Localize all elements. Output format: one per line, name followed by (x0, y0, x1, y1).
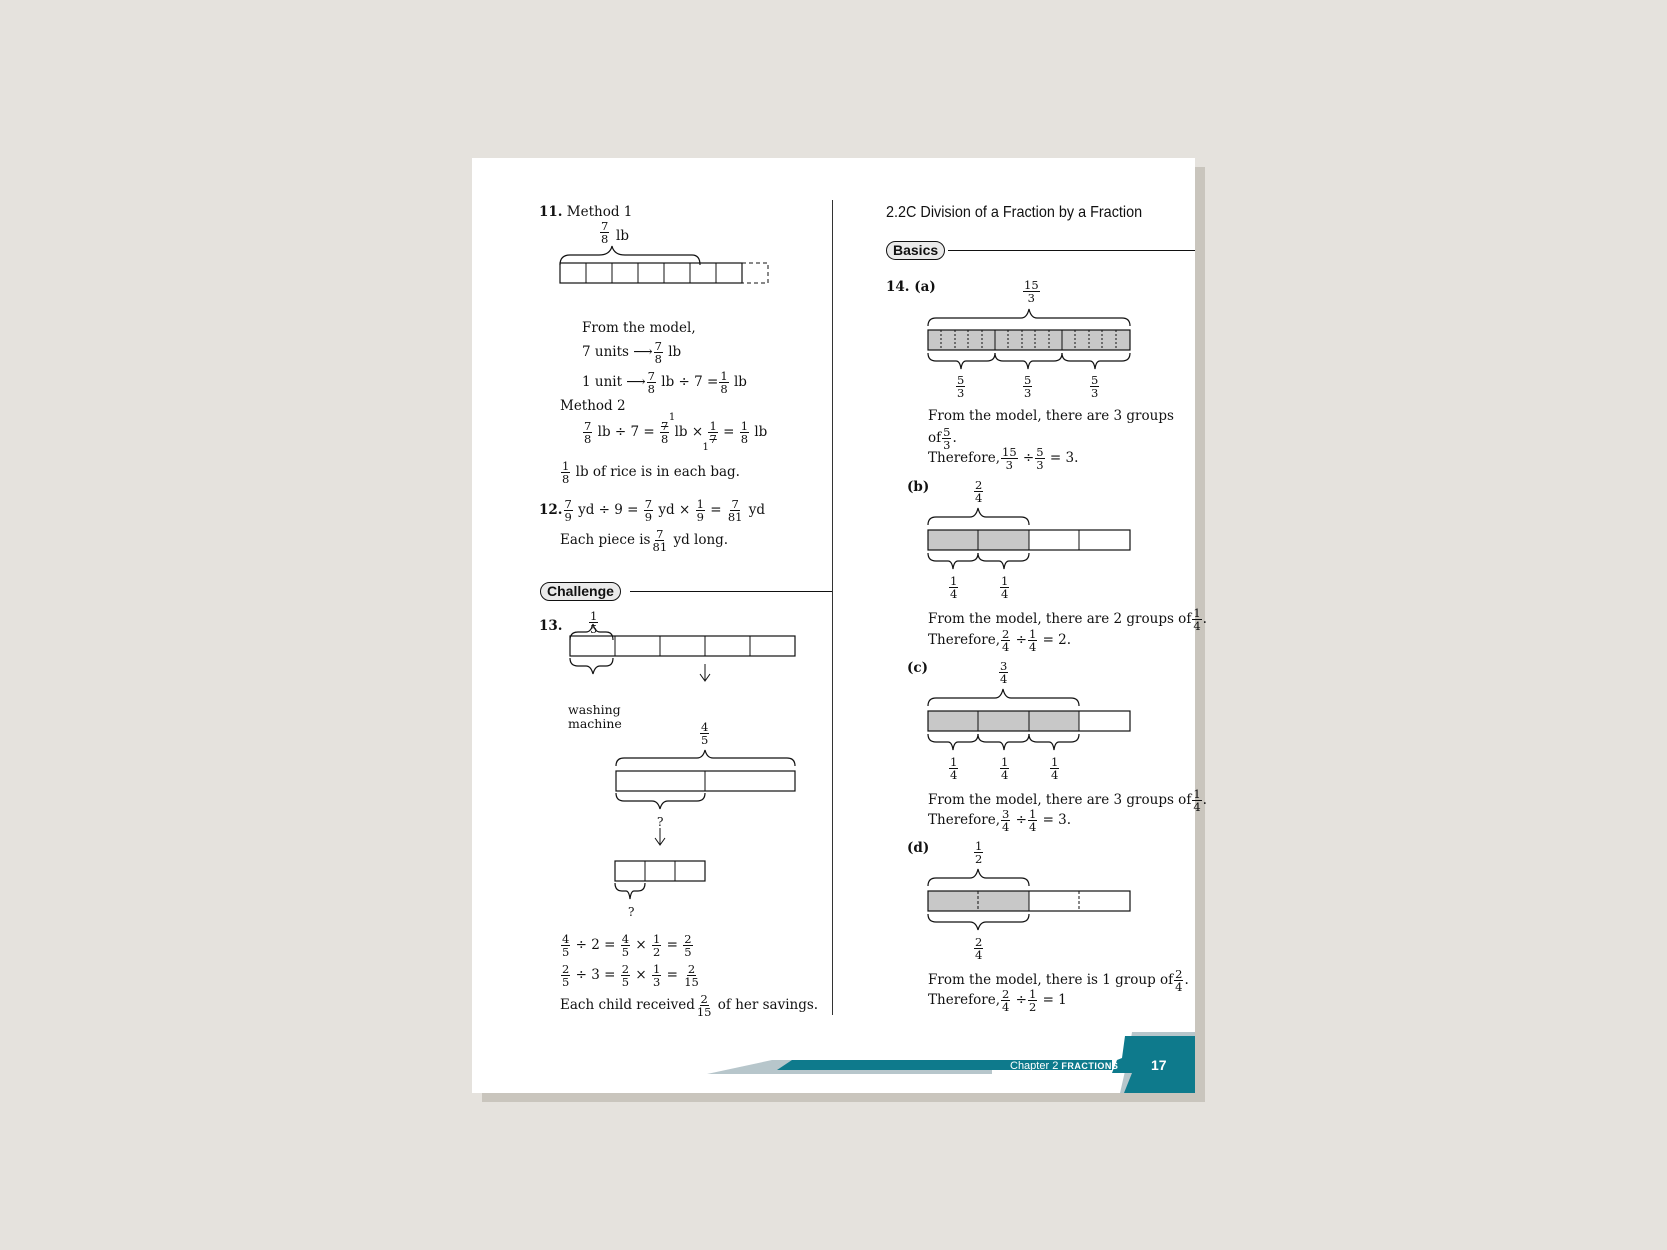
q13-question-mark-1: ? (657, 815, 664, 829)
q13-label: 13. (539, 618, 563, 634)
q13-one-fifth-label: 1 5 (590, 609, 598, 636)
q14a-text-1: From the model, there are 3 groups (928, 408, 1174, 424)
footer-page-number: 17 (1151, 1057, 1167, 1073)
q11-one-unit-line: 1 unit ⟶ $\frac{7}{8}$ lb ÷ 7 = $\frac{1}{8}$ lb (582, 369, 747, 396)
q11-method2: Method 2 (560, 398, 626, 414)
q14c-text: From the model, there are 3 groups of $\frac{1}{4}$ . (928, 787, 1207, 814)
q14a-text-2: of $\frac{5}{3}$ . (928, 425, 957, 452)
q14d-part-label: 2 4 (975, 935, 983, 962)
q13-question-mark-2: ? (628, 905, 635, 919)
q14c-whole-fraction: 3 4 (1000, 659, 1008, 686)
q14a-therefore: Therefore, $\frac{15}{3}$ ÷ $\frac{5}{3}$ = 3. (928, 445, 1079, 472)
q11-conclusion: $\frac{1}{8}$ lb of rice is in each bag. (562, 459, 740, 486)
q11-from-model: From the model, (582, 320, 696, 336)
q12-equation: 12. $\frac{7}{9}$ yd ÷ 9 = $\frac{7}{9}$ yd × $\frac{1}{9}$ = $\frac{7}{81}$ yd (539, 497, 766, 524)
q13-conclusion: Each child received $\frac{2}{15}$ of her savings. (560, 992, 819, 1019)
q11-method2-equation: $\frac{7}{8}$ lb ÷ 7 = 7 8 1 lb × 1 7 1 = $\frac{1}{8}$ lb (584, 412, 768, 453)
q14c-therefore: Therefore, $\frac{3}{4}$ ÷ $\frac{1}{4}$ = 3. (928, 807, 1072, 834)
footer-band (472, 158, 1195, 1093)
q14d-label: (d) (907, 840, 930, 856)
q14a-part-label-2: 5 3 (1024, 373, 1032, 400)
q14c-label: (c) (907, 660, 928, 676)
q14b-part-label-2: 1 4 (1001, 574, 1009, 601)
q12-conclusion: Each piece is $\frac{7}{81}$ yd long. (560, 527, 729, 554)
q14a-whole-fraction: 15 3 (1024, 278, 1039, 305)
q14a-part-label-3: 5 3 (1091, 373, 1099, 400)
q14b-text: From the model, there are 2 groups of $\frac{1}{4}$ . (928, 606, 1207, 633)
q11-heading: 11. Method 1 (539, 204, 633, 220)
q14c-part-label-1: 1 4 (950, 755, 958, 782)
q14a-label: 14. (a) (886, 279, 936, 295)
q14b-whole-fraction: 2 4 (975, 478, 983, 505)
q11-whole-unit: lb (616, 228, 629, 244)
q13-equation-1: $\frac{4}{5}$ ÷ 2 = $\frac{4}{5}$ × $\frac{1}{2}$ = $\frac{2}{5}$ (562, 932, 692, 959)
q14d-whole-fraction: 1 2 (975, 839, 983, 866)
workbook-page (472, 158, 1207, 1093)
q13-equation-2: $\frac{2}{5}$ ÷ 3 = $\frac{2}{5}$ × $\frac{1}{3}$ = $\frac{2}{15}$ (562, 962, 699, 989)
challenge-header: Challenge (540, 582, 621, 601)
q13-four-fifths-label: 4 5 (701, 720, 709, 747)
q13-washing-machine-label: washing machine (568, 702, 622, 731)
section-title: 2.2C Division of a Fraction by a Fraction (886, 204, 1143, 221)
q14d-text: From the model, there is 1 group of $\frac{2}{4}$ . (928, 967, 1189, 994)
basics-header: Basics (886, 241, 945, 260)
q14c-part-label-3: 1 4 (1051, 755, 1059, 782)
q14b-label: (b) (907, 479, 930, 495)
q14b-part-label-1: 1 4 (950, 574, 958, 601)
q11-seven-units-line: 7 units ⟶ $\frac{7}{8}$ lb (582, 339, 682, 366)
q14a-part-label-1: 5 3 (957, 373, 965, 400)
q14d-therefore: Therefore, $\frac{2}{4}$ ÷ $\frac{1}{2}$ = 1 (928, 987, 1067, 1014)
q14b-therefore: Therefore, $\frac{2}{4}$ ÷ $\frac{1}{4}$ = 2. (928, 627, 1072, 654)
q14c-part-label-2: 1 4 (1001, 755, 1009, 782)
q11-whole-fraction: 7 8 (601, 219, 609, 246)
footer-chapter: Chapter 2 FRACTIONS (1010, 1060, 1119, 1072)
